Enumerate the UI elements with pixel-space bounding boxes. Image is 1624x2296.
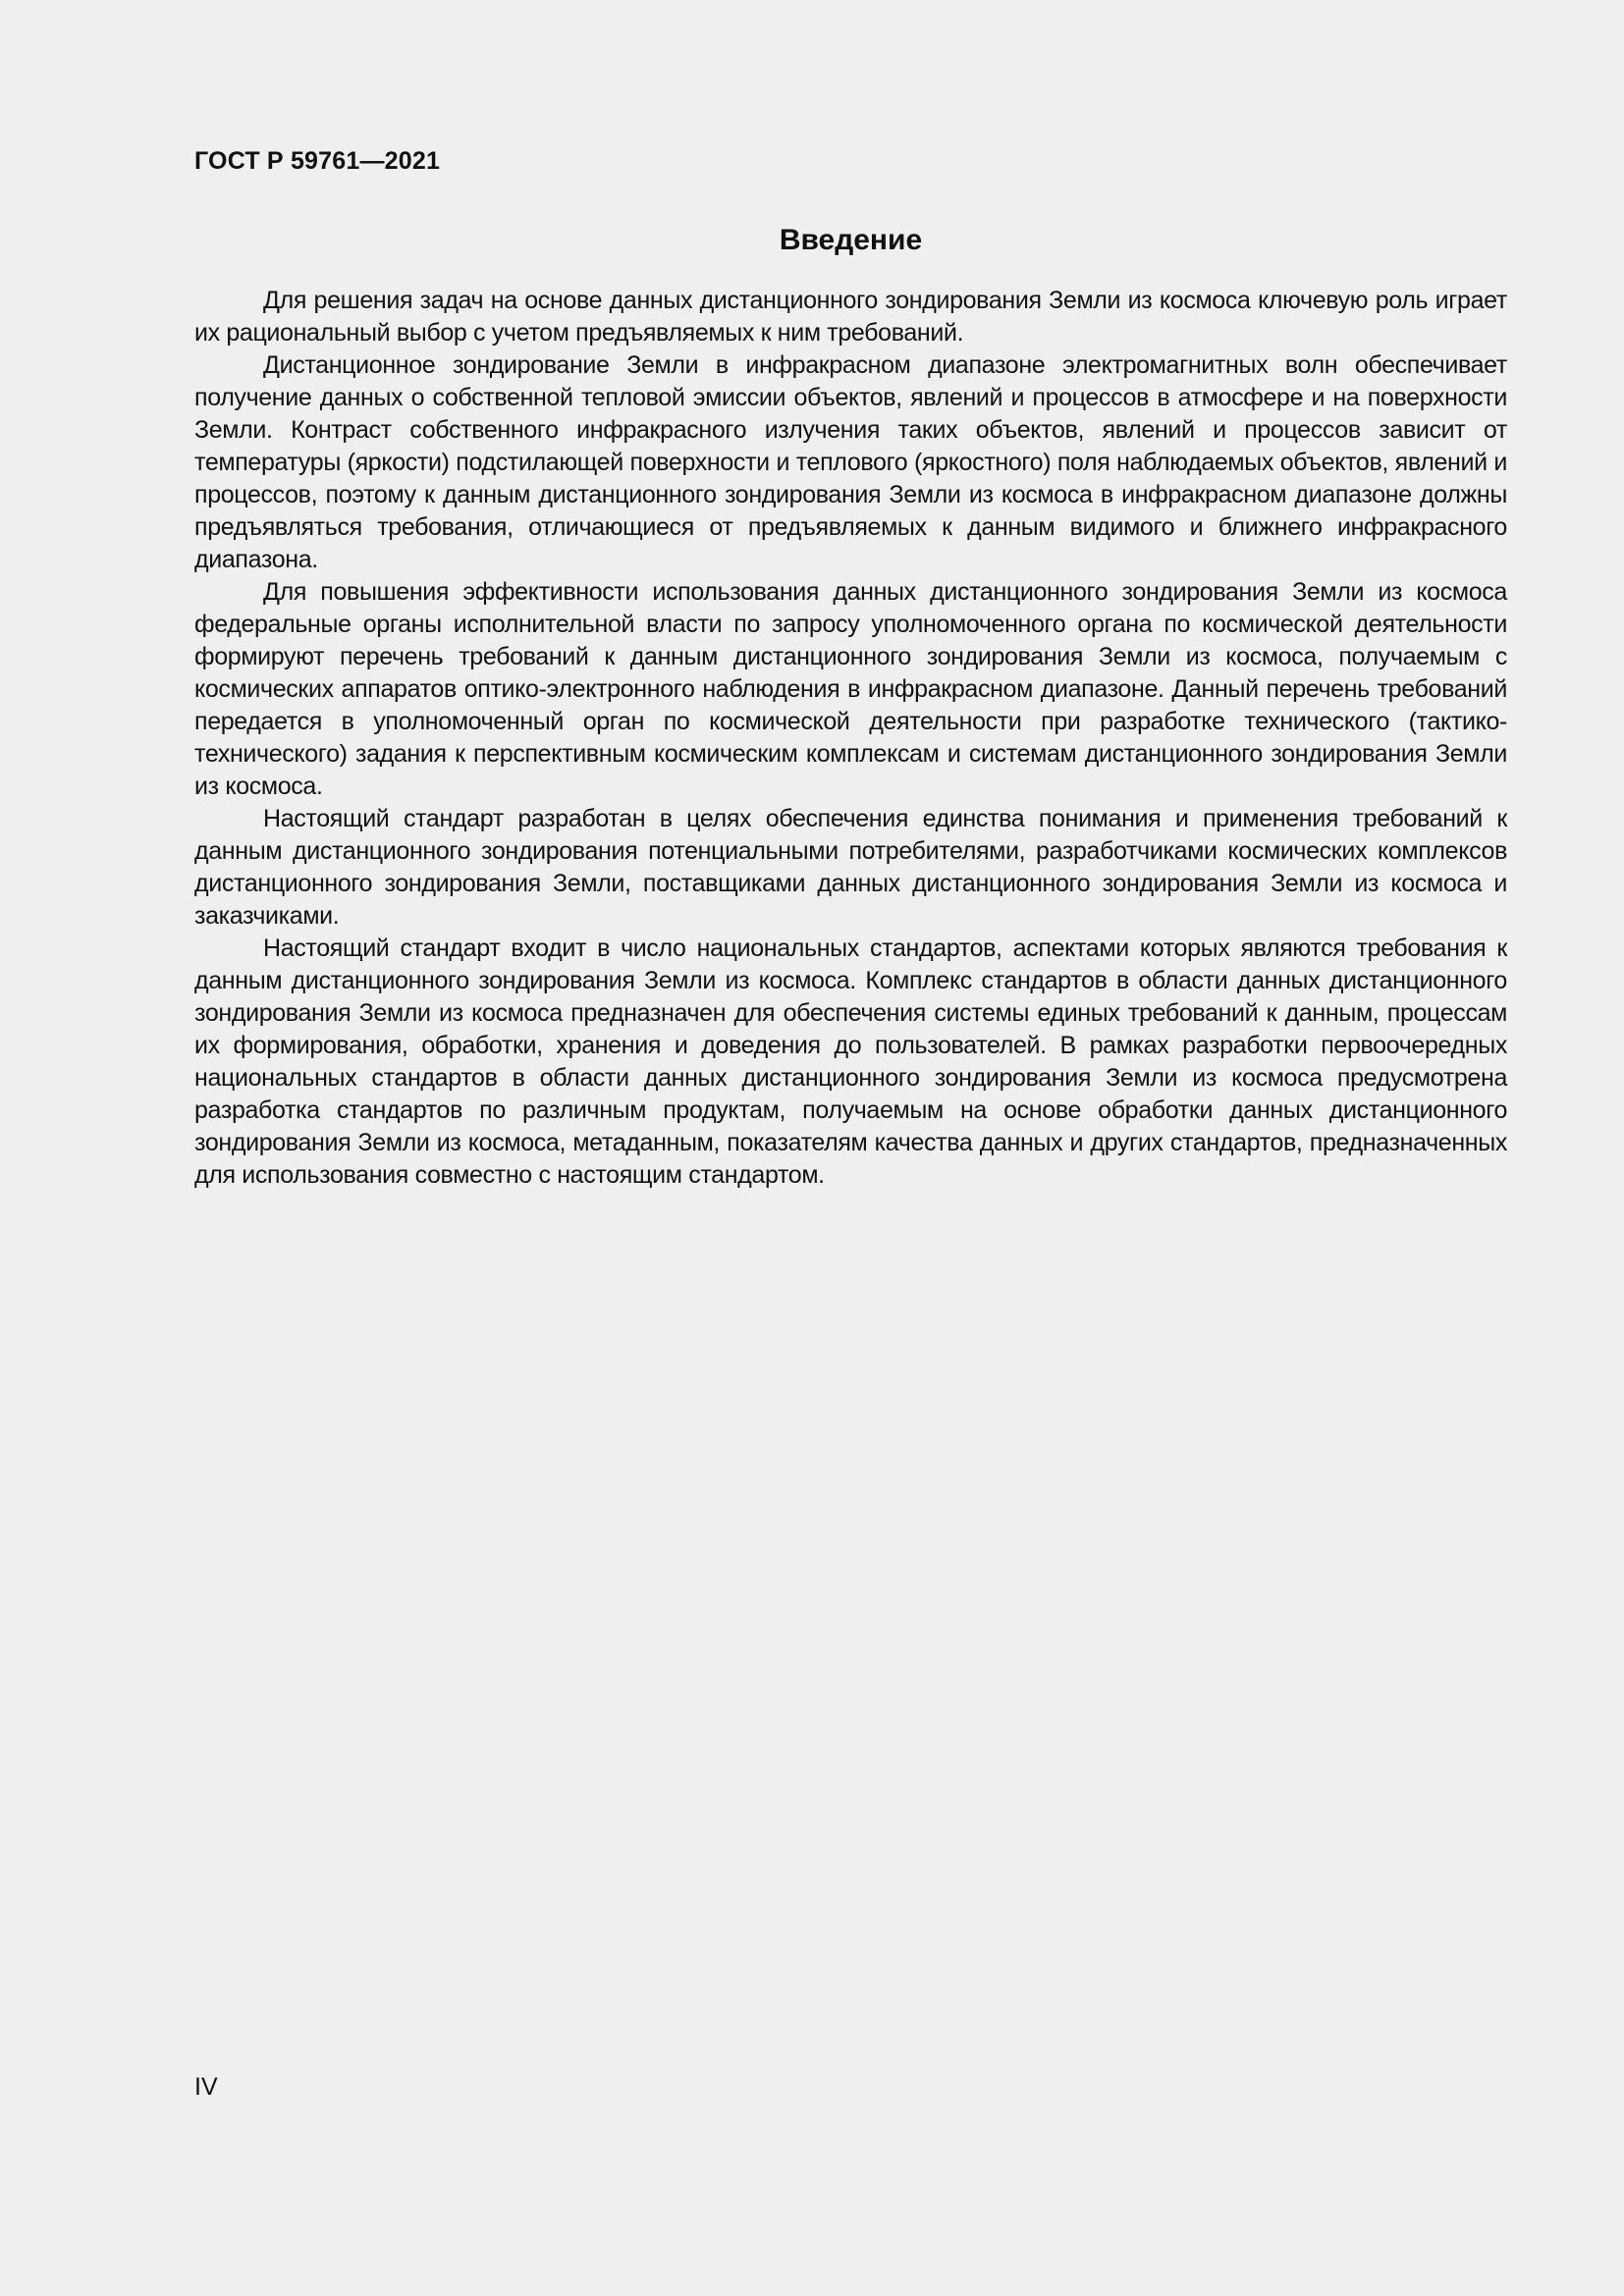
paragraph: Для повышения эффективности использования данных дистанционного зондирования Земли из космоса федеральные органы исполнительной власти по запросу уполномоченного органа по космической деятельности формируют перечень требований к данным дистанционного зондирования Земли из космоса, получаемым с космических аппаратов оптико-электронного наблюдения в инфракрасном диапазоне. Данный перечень требований передается в уполномоченный орган по космической деятельности при разработке технического (тактико-технического) задания к перспективным космическим комплексам и системам дистанционного зондирования Земли из космоса. xyxy=(194,578,1507,800)
paragraph: Настоящий стандарт входит в число национальных стандартов, аспектами которых являются требования к данным дистанционного зондирования Земли из космоса. Комплекс стандартов в области данных дистанционного зондирования Земли из космоса предназначен для обеспечения системы единых требований к данным, процессам их формирования, обработки, хранения и доведения до пользователей. В рамках разработки первоочередных национальных стандартов в области данных дистанционного зондирования Земли из космоса предусмотрена разработка стандартов по различным продуктам, получаемым на основе обработки данных дистанционного зондирования Земли из космоса, метаданным, показателям качества данных и других стандартов, предназначенных для использования совместно с настоящим стандартом. xyxy=(194,934,1507,1189)
page-number: IV xyxy=(194,2073,218,2101)
body-text xyxy=(194,285,1507,1192)
section-title: Введение xyxy=(779,224,923,256)
paragraph: Дистанционное зондирование Земли в инфракрасном диапазоне электромагнитных волн обеспечивает получение данных о собственной тепловой эмиссии объектов, явлений и процессов в атмосфере и на поверхности Земли. Контраст собственного инфракрасного излучения таких объектов, явлений и процессов зависит от температуры (яркости) подстилающей поверхности и теплового (яркостного) поля наблюдаемых объектов, явлений и процессов, поэтому к данным дистанционного зондирования Земли из космоса в инфракрасном диапазоне должны предъявляться требования, отличающиеся от предъявляемых к данным видимого и ближнего инфракрасного диапазона. xyxy=(194,351,1507,573)
paragraph: Настоящий стандарт разработан в целях обеспечения единства понимания и применения требований к данным дистанционного зондирования потенциальными потребителями, разработчиками космических комплексов дистанционного зондирования Земли, поставщиками данных дистанционного зондирования Земли из космоса и заказчиками. xyxy=(194,805,1507,930)
paragraph: Для решения задач на основе данных дистанционного зондирования Земли из космоса ключевую роль играет их рациональный выбор с учетом предъявляемых к ним требований. xyxy=(194,287,1507,347)
document-code-header: ГОСТ Р 59761—2021 xyxy=(194,147,441,175)
